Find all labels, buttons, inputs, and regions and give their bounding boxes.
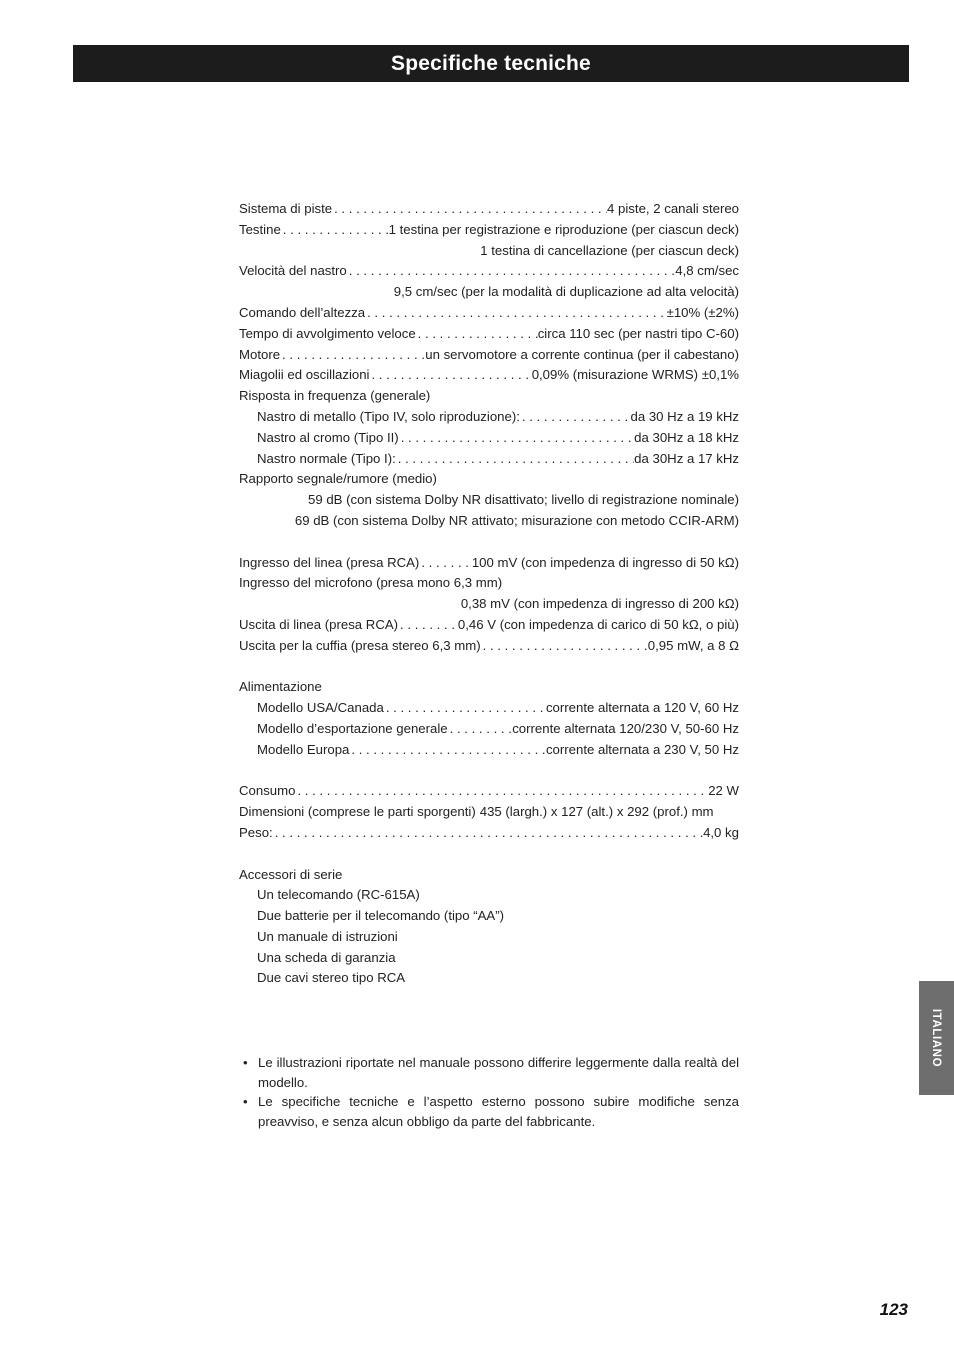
spec-row — [239, 261, 739, 282]
language-tab-label: ITALIANO — [930, 1008, 943, 1068]
spec-row — [239, 740, 739, 761]
spec-row — [239, 781, 739, 802]
spec-label: Sistema di piste — [239, 201, 333, 216]
dot-leader — [398, 615, 458, 636]
spec-value: 4,8 cm/sec — [675, 263, 739, 279]
note-text: Le illustrazioni riportate nel manuale possono differire leggermente dalla realtà del modello. — [258, 1055, 739, 1090]
spec-continuation: 1 testina di cancellazione (per ciascun deck) — [480, 242, 739, 258]
dot-leader — [273, 823, 703, 844]
notes-list — [243, 1053, 739, 1131]
accessory-item: Un manuale di istruzioni — [257, 928, 398, 944]
spec-label: Peso: — [239, 824, 273, 840]
spec-continuation: 0,38 mV (con impedenza di ingresso di 200 kΩ) — [460, 596, 739, 612]
spec-row — [239, 449, 739, 470]
spec-heading: Rapporto segnale/rumore (medio) — [239, 471, 437, 487]
spec-label: Uscita per la cuffia (presa stereo 6,3 mm) — [239, 637, 481, 653]
spec-row — [239, 802, 739, 823]
page-title: Specifiche tecniche — [391, 51, 591, 75]
spec-row — [239, 324, 739, 345]
spec-label: Ingresso del linea (presa RCA) — [239, 554, 420, 570]
spec-value: corrente alternata a 230 V, 50 Hz — [545, 741, 739, 757]
spec-label: Motore — [239, 346, 281, 362]
spec-row — [239, 303, 739, 324]
spec-row — [239, 345, 739, 366]
spec-row — [239, 407, 739, 428]
dot-leader — [332, 199, 607, 220]
spec-value: corrente alternata 120/230 V, 50-60 Hz — [512, 720, 739, 736]
spec-value: ±10% (±2%) — [666, 304, 739, 320]
spec-heading: Ingresso del microfono (presa mono 6,3 mm) — [239, 575, 503, 591]
dot-leader — [399, 428, 634, 449]
spec-heading: Accessori di serie — [239, 866, 343, 882]
accessory-item: Una scheda di garanzia — [257, 949, 396, 965]
spec-value: 100 mV (con impedenza di ingresso di 50 kΩ) — [471, 554, 739, 570]
note-item — [243, 1053, 739, 1092]
spec-value: da 30Hz a 18 kHz — [634, 429, 739, 445]
spacer — [239, 844, 739, 865]
spec-continuation: 59 dB (con sistema Dolby NR disattivato; livello di registrazione nominale) — [308, 492, 739, 508]
note-text: Le specifiche tecniche e l’aspetto esterno possono subire modifiche senza preavviso, e senza alcun obbligo da parte del fabbricante. — [258, 1094, 739, 1129]
dot-leader — [419, 553, 472, 574]
bullet-icon: • — [243, 1055, 248, 1070]
spec-value: corrente alternata a 120 V, 60 Hz — [545, 700, 739, 716]
spec-heading: Alimentazione — [239, 679, 322, 695]
spec-row — [239, 220, 739, 241]
spec-row — [239, 698, 739, 719]
accessory-item: Un telecomando (RC-615A) — [257, 887, 420, 903]
dot-leader — [384, 698, 546, 719]
spec-label: Miagolii ed oscillazioni — [239, 367, 370, 383]
spec-value: 0,46 V (con impedenza di carico di 50 kΩ, o più) — [457, 616, 739, 632]
dot-leader — [369, 365, 531, 386]
dot-leader — [396, 449, 634, 470]
spec-value: 22 W — [708, 783, 739, 799]
spec-label: Nastro al cromo (Tipo II) — [257, 429, 399, 445]
spec-row — [239, 553, 739, 574]
dot-leader — [481, 636, 648, 657]
spec-label: Velocità del nastro — [239, 263, 347, 279]
spec-label: Nastro normale (Tipo I): — [257, 450, 396, 466]
dot-leader — [520, 407, 631, 428]
accessory-item: Due batterie per il telecomando (tipo “AA”) — [257, 908, 505, 924]
dot-leader — [448, 719, 513, 740]
spec-row — [239, 199, 739, 220]
title-bar — [73, 45, 909, 82]
spacer — [239, 532, 739, 553]
spec-row — [239, 823, 739, 844]
spec-row — [239, 615, 739, 636]
page-number: 123 — [879, 1300, 908, 1319]
dot-leader — [416, 324, 538, 345]
spec-label: Nastro di metallo (Tipo IV, solo riproduzione): — [257, 408, 520, 424]
spec-label: Consumo — [239, 783, 296, 799]
spec-heading: Risposta in frequenza (generale) — [239, 388, 431, 404]
bullet-icon: • — [243, 1094, 248, 1109]
spec-label: Testine — [239, 221, 281, 237]
spec-row — [239, 428, 739, 449]
spec-label: Modello USA/Canada — [257, 700, 384, 716]
dot-leader — [349, 740, 546, 761]
dot-leader — [365, 303, 667, 324]
spacer — [239, 761, 739, 782]
specifications-list — [239, 199, 739, 989]
spec-label: Tempo di avvolgimento veloce — [239, 325, 416, 341]
spec-row — [239, 365, 739, 386]
spec-value: 0,95 mW, a 8 Ω — [647, 637, 739, 653]
dot-leader — [281, 220, 389, 241]
spec-value: 1 testina per registrazione e riproduzione (per ciascun deck) — [388, 221, 739, 237]
note-item — [243, 1092, 739, 1131]
spec-value: 435 (largh.) x 127 (alt.) x 292 (prof.) mm — [479, 804, 714, 820]
spec-continuation: 9,5 cm/sec (per la modalità di duplicazione ad alta velocità) — [393, 284, 739, 300]
spec-value: 4 piste, 2 canali stereo — [607, 201, 739, 216]
spec-row — [239, 719, 739, 740]
spec-label: Uscita di linea (presa RCA) — [239, 616, 399, 632]
spec-value: 4,0 kg — [703, 824, 739, 840]
spec-label: Modello Europa — [257, 741, 350, 757]
spec-row — [239, 636, 739, 657]
dot-leader — [295, 781, 708, 802]
spec-value: 0,09% (misurazione WRMS) ±0,1% — [531, 367, 739, 383]
dot-leader — [347, 261, 675, 282]
spec-value: circa 110 sec (per nastri tipo C-60) — [537, 325, 739, 341]
accessory-item: Due cavi stereo tipo RCA — [257, 970, 406, 986]
spec-value: da 30 Hz a 19 kHz — [630, 408, 739, 424]
spec-continuation: 69 dB (con sistema Dolby NR attivato; misurazione con metodo CCIR-ARM) — [294, 512, 739, 528]
spec-label: Comando dell’altezza — [239, 304, 366, 320]
spec-label: Modello d’esportazione generale — [257, 720, 448, 736]
language-tab — [919, 981, 954, 1095]
spec-value: un servomotore a corrente continua (per il cabestano) — [425, 346, 739, 362]
spec-label: Dimensioni (comprese le parti sporgenti) — [239, 804, 476, 820]
dot-leader — [280, 345, 425, 366]
spec-value: da 30Hz a 17 kHz — [634, 450, 739, 466]
spacer — [239, 657, 739, 678]
